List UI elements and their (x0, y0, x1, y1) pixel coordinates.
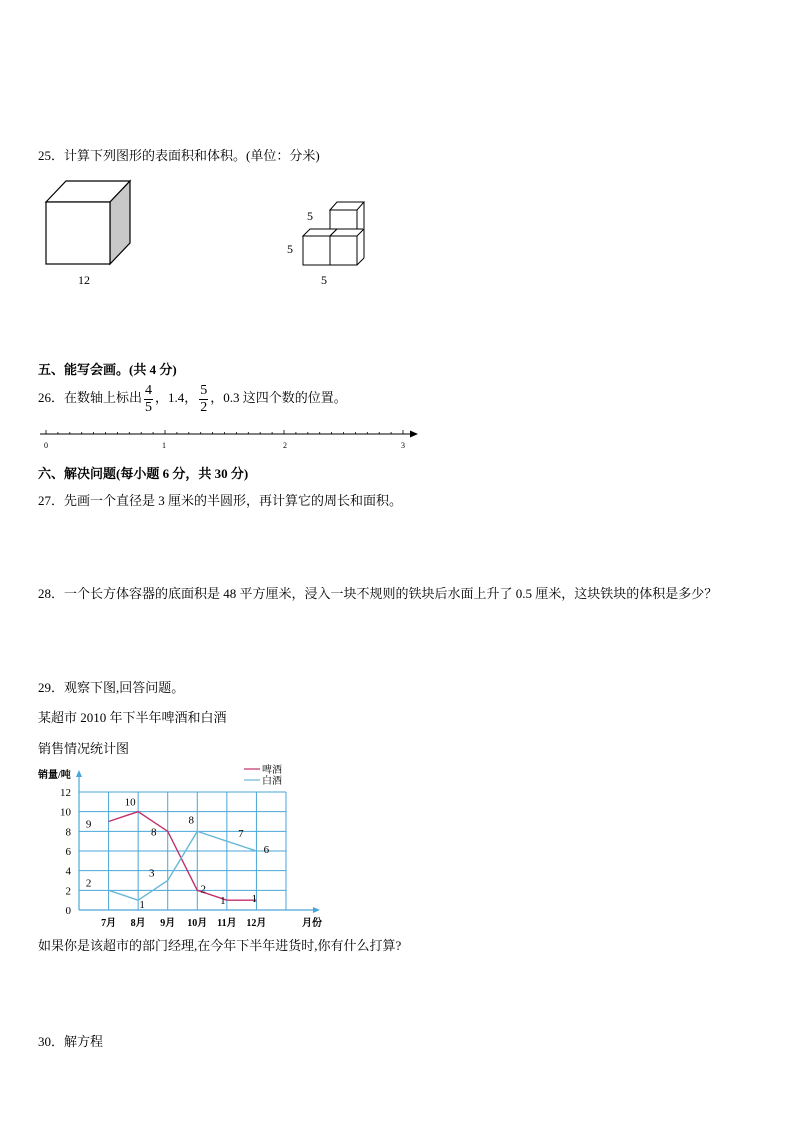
composite-left-label: 5 (287, 242, 293, 256)
y-tick-label: 2 (65, 885, 71, 898)
q29-text: 29．观察下图,回答问题。 (38, 680, 185, 695)
data-label: 2 (200, 883, 207, 896)
x-tick-label: 10月 (187, 918, 208, 929)
sales-line-chart (30, 760, 330, 932)
section5-title: 五、能写会画。(共 4 分) (38, 362, 177, 377)
composite-top-label: 5 (307, 209, 313, 223)
data-label: 3 (148, 867, 155, 880)
axis-tick-3: 3 (401, 441, 405, 450)
data-label: 1 (139, 899, 145, 912)
legend-label: 白酒 (262, 776, 282, 787)
chart-title-line2: 销售情况统计图 (38, 741, 130, 756)
data-label: 9 (85, 818, 92, 831)
q27-text: 27．先画一个直径是 3 厘米的半圆形，再计算它的周长和面积。 (38, 493, 403, 508)
x-axis-label: 月份 (302, 918, 322, 929)
number-line (36, 424, 426, 454)
q26-sep: ，1.4， (155, 390, 198, 405)
data-label: 1 (251, 893, 258, 906)
data-label: 6 (263, 844, 270, 856)
q26-text (38, 380, 347, 416)
x-tick-label: 11月 (217, 918, 237, 929)
y-tick-label: 8 (65, 826, 71, 839)
x-tick-label: 12月 (246, 918, 267, 929)
cube-edge-label: 12 (78, 273, 90, 287)
data-label: 1 (220, 895, 226, 908)
q28-text: 28．一个长方体容器的底面积是 48 平方厘米，浸入一块不规则的铁块后水面上升了 0.5 厘米，这块铁块的体积是多少？ (38, 586, 718, 601)
composite-cube-figure (280, 198, 375, 293)
x-tick-label: 7月 (101, 918, 117, 929)
cube-front-face (46, 202, 110, 264)
axis-tick-2: 2 (283, 441, 287, 450)
y-tick-label: 12 (60, 787, 71, 799)
y-tick-label: 10 (60, 806, 71, 819)
y-tick-label: 4 (65, 865, 71, 878)
fraction-4-5: $\frac{4}{5}$ (145, 382, 153, 415)
data-label: 8 (150, 826, 157, 839)
composite-bottom-label: 5 (321, 273, 327, 287)
q26-suffix: ，0.3 这四个数的位置。 (210, 390, 347, 405)
data-label: 7 (238, 828, 244, 841)
data-label: 10 (124, 796, 136, 809)
cube-figure (40, 175, 140, 290)
axis-tick-1: 1 (162, 441, 166, 450)
q25-text: 25．计算下列图形的表面积和体积。(单位：分米) (38, 148, 320, 163)
y-axis-arrow (76, 770, 82, 777)
axis-tick-0: 0 (44, 441, 48, 450)
x-axis-arrow (313, 907, 320, 913)
q26-prefix: 26．在数轴上标出 (38, 390, 143, 405)
q30-text: 30．解方程 (38, 1034, 104, 1049)
x-tick-label: 9月 (160, 918, 176, 929)
legend-label: 啤酒 (262, 765, 282, 776)
q29-question: 如果你是该超市的部门经理,在今年下半年进货时,你有什么打算? (38, 938, 402, 953)
data-label: 8 (188, 814, 195, 827)
data-label: 2 (85, 877, 92, 890)
section6-title: 六、解决问题(每小题 6 分，共 30 分) (38, 466, 249, 481)
y-tick-label: 6 (65, 846, 71, 858)
x-tick-label: 8月 (130, 918, 146, 929)
y-axis-label: 销量/吨 (38, 770, 71, 781)
fraction-5-2: $\frac{5}{2}$ (200, 382, 208, 415)
y-tick-label: 0 (65, 905, 71, 917)
chart-title-line1: 某超市 2010 年下半年啤酒和白酒 (38, 710, 227, 725)
